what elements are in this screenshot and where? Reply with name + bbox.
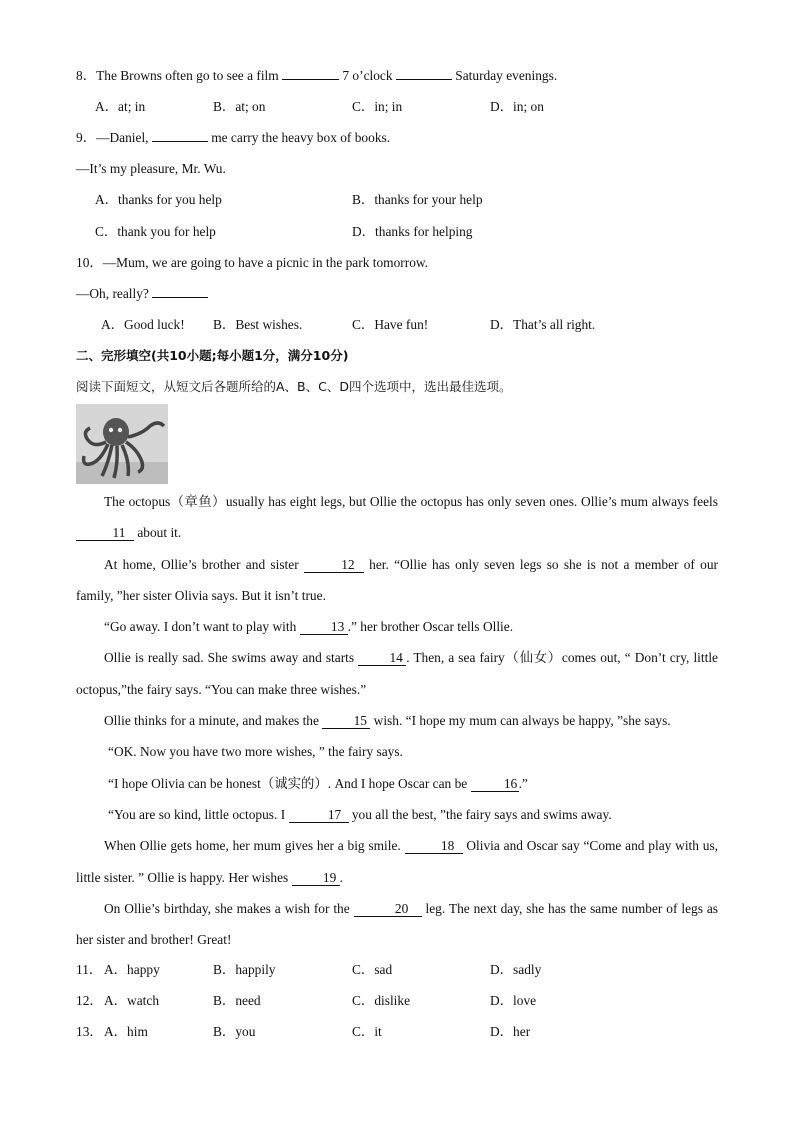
question-8	[76, 67, 557, 85]
answer-blank-15: 15	[322, 713, 370, 729]
answer-blank-12: 12	[304, 557, 364, 573]
story-text: .” her brother Oscar tells Ollie.	[347, 619, 514, 635]
story-text: Ollie thinks for a minute, and makes the	[104, 713, 323, 729]
a12-option-a: A．watch	[104, 993, 160, 1008]
q9-option-d: D．thanks for helping	[352, 224, 473, 239]
story-text: you all the best, ”the fairy says and swims away.	[348, 806, 612, 822]
q8-option-c: C．in; in	[352, 99, 403, 114]
answer-13-number: 13．	[76, 1024, 103, 1039]
story-paragraph	[76, 799, 718, 830]
a11-option-b: B．happily	[213, 962, 276, 977]
a11-option-c: C．sad	[352, 962, 393, 977]
a11-option-d: D．sadly	[490, 962, 542, 977]
story-text: The octopus（章鱼）usually has eight legs, but Ollie the octopus has only seven ones. Ollie’s mum always feels	[104, 494, 718, 509]
answer-11-number: 11．	[76, 962, 103, 977]
story-text: about it.	[134, 525, 182, 541]
story-passage	[76, 486, 718, 955]
story-text: wish. “I hope my mum can always be happy, ”she says.	[370, 713, 671, 729]
answer-blank	[282, 79, 339, 80]
story-text: When Ollie gets home, her mum gives her a big smile.	[104, 838, 405, 854]
question-9-stem-start: 9．—Daniel,	[76, 130, 152, 145]
a13-option-a: A．him	[104, 1024, 148, 1039]
story-paragraph	[76, 893, 718, 956]
story-text: leg. The next day, she has the same number of legs as her sister and brother! Great!	[76, 900, 718, 948]
answer-blank	[152, 297, 208, 298]
story-text: “Go away. I don’t want to play with	[104, 619, 300, 635]
section-title: 二、完形填空(共10小题;每小题1分，满分10分)	[76, 348, 349, 363]
q8-option-a: A．at; in	[95, 99, 146, 114]
q8-option-b: B．at; on	[213, 99, 266, 114]
a12-option-d: D．love	[490, 993, 537, 1008]
answer-blank-14: 14	[358, 650, 406, 666]
story-text: Ollie is really sad. She swims away and starts	[104, 650, 359, 666]
q9-option-b: B．thanks for your help	[352, 192, 483, 207]
answer-blank-20: 20	[354, 901, 422, 917]
answer-blank	[152, 141, 208, 142]
question-10-line2	[76, 285, 208, 303]
question-10-line1: 10．—Mum, we are going to have a picnic in the park tomorrow.	[76, 255, 429, 270]
story-text: .”	[518, 775, 528, 791]
answer-blank-19: 19	[292, 870, 340, 886]
answer-blank-11: 11	[76, 525, 134, 541]
answer-12-number: 12．	[76, 993, 103, 1008]
story-text: On Ollie’s birthday, she makes a wish for the	[104, 900, 354, 916]
story-paragraph	[76, 642, 718, 705]
q8-option-d: D．in; on	[490, 99, 544, 114]
a12-option-c: C．dislike	[352, 993, 411, 1008]
question-9-stem-end: me carry the heavy box of books.	[207, 130, 391, 145]
question-9	[76, 129, 390, 147]
question-9-reply: —It’s my pleasure, Mr. Wu.	[76, 161, 226, 176]
question-10-reply: —Oh, really?	[76, 286, 153, 301]
story-text: her. “Ollie has only seven legs so she is not a member of our family, ”her sister Olivia says. But it isn’t true.	[76, 556, 718, 603]
story-paragraph: “OK. Now you have two more wishes, ” the fairy says.	[108, 744, 403, 760]
story-paragraph	[76, 705, 718, 736]
question-8-stem-start: 8．The Browns often go to see a film	[76, 68, 283, 83]
answer-blank	[396, 79, 452, 80]
a12-option-b: B．need	[213, 993, 261, 1008]
story-text: Olivia and Oscar say “Come and play with us, little sister. ” Ollie is happy. Her wishes	[76, 838, 719, 885]
a11-option-a: A．happy	[104, 962, 160, 977]
question-8-stem-mid: 7 o’clock	[339, 68, 396, 83]
question-8-stem-end: Saturday evenings.	[451, 68, 558, 83]
q10-option-c: C．Have fun!	[352, 317, 429, 332]
q10-option-a: A．Good luck!	[101, 317, 185, 332]
story-text: .	[339, 869, 343, 885]
story-paragraph	[76, 549, 718, 612]
q10-option-b: B．Best wishes.	[213, 317, 303, 332]
q9-option-a: A．thanks for you help	[95, 192, 222, 207]
story-paragraph	[76, 486, 718, 549]
a13-option-d: D．her	[490, 1024, 531, 1039]
answer-blank-16: 16	[471, 776, 519, 792]
story-text: “You are so kind, little octopus. I	[108, 806, 289, 822]
story-paragraph	[76, 611, 718, 642]
a13-option-b: B．you	[213, 1024, 256, 1039]
answer-blank-18: 18	[405, 838, 463, 854]
story-paragraph	[76, 768, 718, 799]
octopus-illustration	[76, 404, 168, 484]
q9-option-c: C．thank you for help	[95, 224, 216, 239]
story-text: “I hope Olivia can be honest（诚实的）. And I hope Oscar can be	[108, 775, 471, 791]
story-paragraph	[76, 830, 718, 893]
a13-option-c: C．it	[352, 1024, 382, 1039]
section-instruction: 阅读下面短文，从短文后各题所给的A、B、C、D四个选项中，选出最佳选项。	[76, 379, 512, 394]
answer-blank-13: 13	[300, 619, 348, 635]
story-text: At home, Ollie’s brother and sister	[104, 556, 304, 572]
answer-blank-17: 17	[289, 807, 349, 823]
story-text: . Then, a sea fairy（仙女）comes out, “ Don’t cry, little octopus,”the fairy says. “You can make three wishes.”	[76, 650, 718, 697]
q10-option-d: D．That’s all right.	[490, 317, 596, 332]
